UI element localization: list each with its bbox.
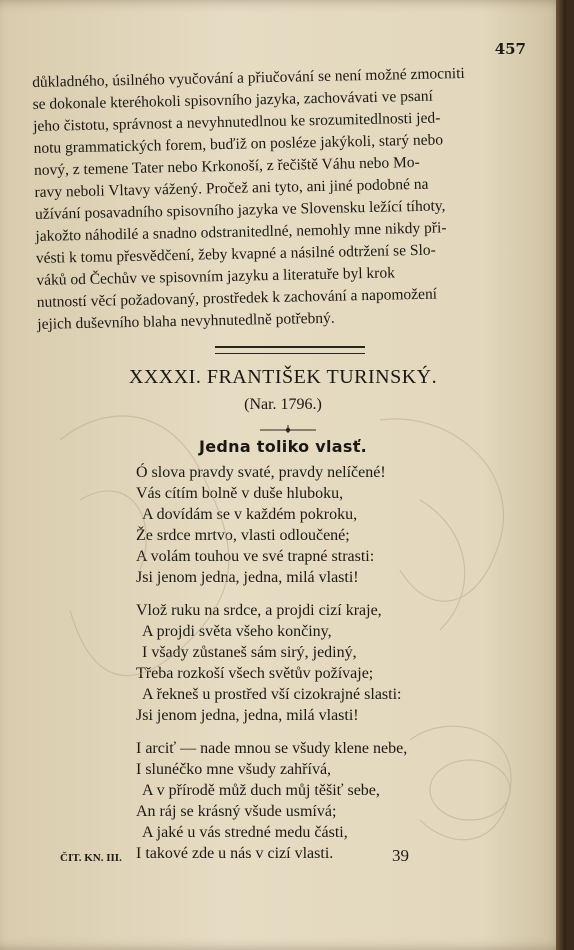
poem-line: Že srdce mrtvo, vlasti odloučené; <box>136 527 350 544</box>
poem-stanza <box>136 462 516 588</box>
poem-title: Jedna toliko vlasť. <box>198 437 368 456</box>
poem-line: Ó slova pravdy svaté, pravdy nelíčené! <box>136 464 386 481</box>
poem-line: An ráj se krásný všude usmívá; <box>136 803 337 820</box>
poem-line: A jaké u vás stredné medu části, <box>142 824 348 841</box>
birth-year: (Nar. 1796.) <box>244 396 322 413</box>
book-spine-edge <box>556 0 566 950</box>
footer-sheet-number: 39 <box>392 846 409 865</box>
poem-line: A v přírodě můž duch můj těšiť sebe, <box>142 782 380 799</box>
poem-line: Vlož ruku na srdce, a projdi cizí kraje, <box>136 602 382 619</box>
poem-line: A volám touhou ve své trapné strasti: <box>136 548 375 565</box>
poem-line: A řekneš u prostřed vší cizokrajné slasti: <box>142 686 402 703</box>
prose-line: vésti k tomu přesvědčení, žeby kvapné a násilné odtržení se Slo- <box>35 241 436 267</box>
poem-line: I slunéčko mne všudy zahřívá, <box>136 761 332 778</box>
prose-paragraph <box>32 62 527 336</box>
footer-book-signature: ČIT. KN. III. <box>60 852 122 864</box>
prose-line: užívání posavadního spisovního jazyka ve Slovensku ležící tíhoty, <box>34 197 446 223</box>
ornament-divider <box>258 424 318 434</box>
prose-line: jejich duševního blaha nevyhnutedlně potřebný. <box>37 309 335 333</box>
page-number: 457 <box>494 40 526 58</box>
poem-line: Třeba rozkoší všech světův požívaje; <box>136 665 374 682</box>
prose-line: jakožto náhodilé a snadno odstranitedlné, nemohly mne nikdy při- <box>35 219 447 245</box>
poem-line: I všady zůstaneš sám sirý, jediný, <box>142 644 357 661</box>
prose-line: nutností věcí požadovaný, prostředek k zachování a napomožení <box>36 285 438 311</box>
section-divider-rule <box>215 346 365 354</box>
poem-line: I arciť — nade mnou se všudy klene nebe, <box>136 740 408 757</box>
prose-line: ravy neboli Vltavy vážený. Pročež ani tyto, ani jiné podobné na <box>34 175 429 201</box>
poem-stanza <box>136 600 516 726</box>
poem-line: Vás cítím bolně v duše hluboku, <box>136 485 344 502</box>
poem-line: A projdi světa všeho končiny, <box>142 623 332 640</box>
poem-body <box>136 462 516 876</box>
poem-stanza <box>136 738 516 864</box>
prose-line: notu grammatických forem, buďiž on posléze jakýkoli, starý nebo <box>33 131 444 157</box>
poem-line: Jsi jenom jedna, jedna, milá vlasti! <box>136 707 359 724</box>
prose-line: váků od Čechův ve spisovním jazyku a literatuře byl krok <box>36 264 396 289</box>
section-heading: XXXXI. FRANTIŠEK TURINSKÝ. <box>128 366 438 388</box>
poem-line: Jsi jenom jedna, jedna, milá vlasti! <box>136 569 359 586</box>
prose-line: jeho čistotu, správnost a nevyhnutedlnou ke srozumitedlnosti jed- <box>32 109 441 135</box>
prose-line: se dokonale kteréhokoli spisovního jazyka, zachovávati ve psaní <box>32 87 434 113</box>
poem-line: A dovídám se v každém pokroku, <box>142 506 358 523</box>
poem-line: I takové zde u nás v cizí vlasti. <box>136 845 334 862</box>
prose-line: nový, z temene Tater nebo Krkonoší, z řečiště Váhu nebo Mo- <box>33 153 420 179</box>
prose-line: důkladného, úsilného vyučování a přiučování se není možné zmocniti <box>32 64 465 91</box>
